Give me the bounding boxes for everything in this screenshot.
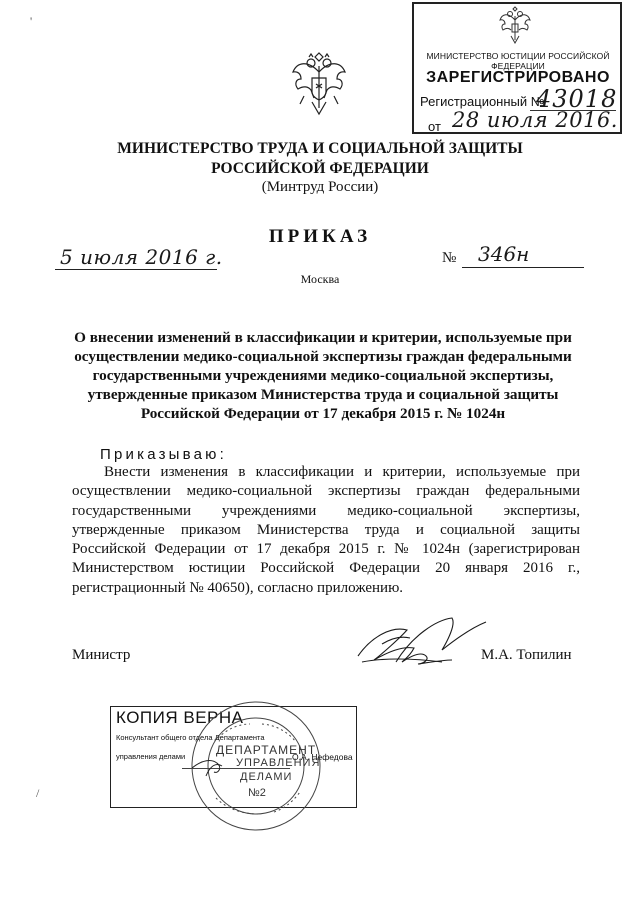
- coat-of-arms-icon: [290, 52, 348, 116]
- registration-title: ЗАРЕГИСТРИРОВАНО: [426, 69, 610, 86]
- order-word: Приказываю:: [100, 446, 227, 463]
- margin-mark-top: ': [30, 14, 33, 28]
- eagle-emblem-icon: [498, 6, 532, 46]
- document-title: ПРИКАЗ: [268, 226, 372, 247]
- registration-number-label: Регистрационный №: [420, 94, 545, 109]
- ministry-short-name: (Минтруд России): [261, 179, 379, 195]
- order-number-line: [462, 267, 584, 268]
- seal-text-line3: ДЕЛАМИ: [240, 771, 293, 783]
- registration-ministry: МИНИСТЕРСТВО ЮСТИЦИИ РОССИЙСКОЙ ФЕДЕРАЦИИ: [426, 51, 610, 71]
- registration-number: 43018: [536, 85, 618, 113]
- signatory-name: М.А. Топилин: [481, 647, 572, 663]
- seal-text-line1: ДЕПАРТАМЕНТ: [216, 743, 317, 757]
- copy-stamp-position-line1: Консультант общего отдела Департамента: [116, 733, 265, 742]
- signatory-title: Министр: [72, 647, 131, 663]
- seal-text-line2: УПРАВЛЕНИЯ: [236, 757, 321, 769]
- margin-mark-bottom: /: [36, 786, 40, 800]
- ministry-name-line2: РОССИЙСКОЙ ФЕДЕРАЦИИ: [211, 160, 429, 177]
- order-number: 346н: [478, 242, 530, 266]
- order-date-line: [55, 269, 217, 270]
- registration-date: 28 июля 2016.: [452, 108, 618, 132]
- order-number-label: №: [442, 250, 457, 266]
- order-body: Внести изменения в классификации и критерии, используемые при осуществлении медико-социальной экспертизы граждан федеральными государственными учреждениями медико-социальной экспертизы, утвержденные приказом Министерства труда и социальной защиты Российской Федерации от 17 декабря 2015 г. № 1024н (зарегистрирован Министерством юстиции Российской Федерации 20 января 2016 г., регистрационный № 40650), согласно приложению.: [72, 464, 580, 596]
- ministry-name-line1: МИНИСТЕРСТВО ТРУДА И СОЦИАЛЬНОЙ ЗАЩИТЫ: [117, 140, 523, 157]
- handwritten-signature: [352, 616, 490, 674]
- seal-text-line4: №2: [248, 787, 266, 799]
- order-city: Москва: [300, 272, 340, 286]
- copy-stamp-position-line2: управления делами: [116, 752, 186, 761]
- copy-stamp-name: О.А. Нефедова: [292, 752, 353, 762]
- registration-date-prefix: от: [428, 119, 441, 134]
- order-date: 5 июля 2016 г.: [60, 245, 223, 269]
- order-heading: О внесении изменений в классификации и критерии, используемые при осуществлении медико-социальной экспертизы граждан федеральными государственными учреждениями медико-социальной экспертизы, утвержденные приказом Министерства труда и социальной защиты Российской Федерации от 17 декабря 2015 г. № 1024н: [74, 329, 572, 422]
- copy-stamp-title: КОПИЯ ВЕРНА: [116, 708, 244, 727]
